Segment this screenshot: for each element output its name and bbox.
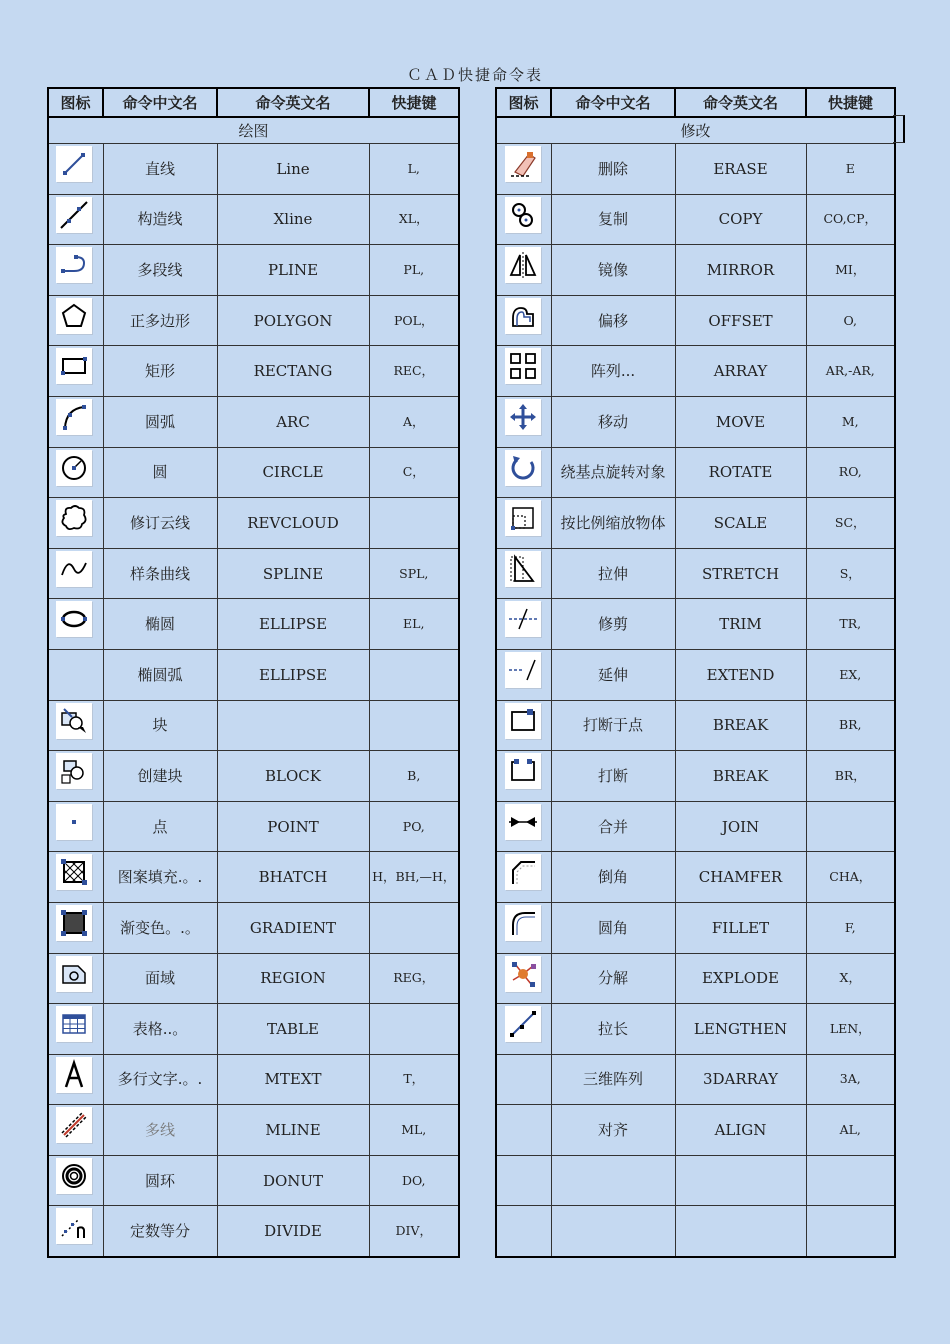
- icon-cell: [496, 396, 551, 447]
- icon-cell: [496, 498, 551, 549]
- icon-cell: [496, 245, 551, 296]
- arc-icon: [56, 399, 92, 435]
- command-chinese-name: 倒角: [551, 852, 675, 903]
- icon-cell: [48, 1206, 103, 1257]
- command-english-name: [675, 1206, 806, 1257]
- table-row: [496, 1155, 895, 1206]
- command-shortcut: S，: [806, 548, 895, 599]
- icon-cell: [496, 751, 551, 802]
- command-english-name: REGION: [217, 953, 369, 1004]
- table-row: [48, 801, 459, 852]
- mirror-icon: [505, 247, 541, 283]
- table-row: [496, 396, 895, 447]
- command-shortcut: B,: [369, 751, 459, 802]
- gradient-icon: [56, 905, 92, 941]
- command-shortcut: [369, 1004, 459, 1055]
- icon-cell: [496, 144, 551, 195]
- icon-cell: [48, 700, 103, 751]
- command-shortcut: RO,: [806, 447, 895, 498]
- table-row: [496, 649, 895, 700]
- table-row: [496, 346, 895, 397]
- fillet-icon: [505, 905, 541, 941]
- command-shortcut: AL,: [806, 1105, 895, 1156]
- table-row: [496, 194, 895, 245]
- command-english-name: EXPLODE: [675, 953, 806, 1004]
- command-english-name: EXTEND: [675, 649, 806, 700]
- ellipse-icon: [56, 601, 92, 637]
- command-english-name: PLINE: [217, 245, 369, 296]
- table-row: [48, 1155, 459, 1206]
- xline-icon: [56, 197, 92, 233]
- polygon-icon: [56, 298, 92, 334]
- command-chinese-name: 多段线: [103, 245, 217, 296]
- icon-cell: [48, 548, 103, 599]
- table-row: [48, 1004, 459, 1055]
- icon-cell: [496, 447, 551, 498]
- header-english-name: 命令英文名: [675, 88, 806, 117]
- command-english-name: CHAMFER: [675, 852, 806, 903]
- table-row: [48, 1105, 459, 1156]
- table-row: [496, 245, 895, 296]
- icon-cell: [48, 295, 103, 346]
- table-row: [48, 751, 459, 802]
- table-row: [48, 700, 459, 751]
- hatch-icon: [56, 854, 92, 890]
- table-row: [496, 902, 895, 953]
- command-chinese-name: 多线: [103, 1105, 217, 1156]
- command-chinese-name: 分解: [551, 953, 675, 1004]
- icon-cell: [48, 1054, 103, 1105]
- command-english-name: BLOCK: [217, 751, 369, 802]
- command-chinese-name: 阵列...: [551, 346, 675, 397]
- command-chinese-name: 图案填充.。.: [103, 852, 217, 903]
- command-shortcut: CO,CP，: [806, 194, 895, 245]
- command-shortcut: [369, 498, 459, 549]
- icon-cell: [48, 801, 103, 852]
- command-chinese-name: 样条曲线: [103, 548, 217, 599]
- command-english-name: ELLIPSE: [217, 599, 369, 650]
- move-icon: [505, 399, 541, 435]
- table-row: [496, 801, 895, 852]
- header-icon: 图标: [48, 88, 103, 117]
- mtext-icon: [56, 1057, 92, 1093]
- command-shortcut: BR，: [806, 751, 895, 802]
- command-shortcut: AR,-AR,: [806, 346, 895, 397]
- command-shortcut: [806, 1206, 895, 1257]
- command-chinese-name: 圆: [103, 447, 217, 498]
- circle-icon: [56, 450, 92, 486]
- command-chinese-name: 三维阵列: [551, 1054, 675, 1105]
- explode-icon: [505, 956, 541, 992]
- command-chinese-name: 定数等分: [103, 1206, 217, 1257]
- icon-cell: [48, 144, 103, 195]
- command-chinese-name: 拉伸: [551, 548, 675, 599]
- command-english-name: DONUT: [217, 1155, 369, 1206]
- command-chinese-name: 修剪: [551, 599, 675, 650]
- make-block-icon: [56, 753, 92, 789]
- command-shortcut: LEN，: [806, 1004, 895, 1055]
- command-shortcut: E: [806, 144, 895, 195]
- table-row: [48, 295, 459, 346]
- table-row: [496, 1004, 895, 1055]
- command-shortcut: SPL,: [369, 548, 459, 599]
- region-icon: [56, 956, 92, 992]
- command-shortcut: [369, 700, 459, 751]
- command-english-name: [217, 700, 369, 751]
- icon-cell: [48, 1105, 103, 1156]
- icon-cell: [496, 852, 551, 903]
- copy-icon: [505, 197, 541, 233]
- table-row: [48, 953, 459, 1004]
- command-chinese-name: 拉长: [551, 1004, 675, 1055]
- command-english-name: Line: [217, 144, 369, 195]
- table-row: [48, 852, 459, 903]
- icon-cell: [496, 801, 551, 852]
- table-row: [48, 902, 459, 953]
- command-english-name: STRETCH: [675, 548, 806, 599]
- offset-icon: [505, 298, 541, 334]
- command-english-name: 3DARRAY: [675, 1054, 806, 1105]
- icon-cell: [496, 649, 551, 700]
- command-shortcut: A，: [369, 396, 459, 447]
- icon-cell: [48, 902, 103, 953]
- table-row: [48, 548, 459, 599]
- table-row: [496, 700, 895, 751]
- table-row: [48, 245, 459, 296]
- command-shortcut: EX,: [806, 649, 895, 700]
- header-shortcut: 快捷键: [369, 88, 459, 117]
- command-english-name: MIRROR: [675, 245, 806, 296]
- break-at-point-icon: [505, 703, 541, 739]
- command-chinese-name: 绕基点旋转对象: [551, 447, 675, 498]
- table-row: [48, 447, 459, 498]
- command-shortcut: M,: [806, 396, 895, 447]
- command-shortcut: DIV，: [369, 1206, 459, 1257]
- icon-cell: [496, 1105, 551, 1156]
- draw-commands-table: [47, 87, 460, 1258]
- command-chinese-name: 圆弧: [103, 396, 217, 447]
- command-shortcut: TR,: [806, 599, 895, 650]
- command-shortcut: REC，: [369, 346, 459, 397]
- table-row: [48, 194, 459, 245]
- command-shortcut: POL，: [369, 295, 459, 346]
- command-chinese-name: 渐变色。.。: [103, 902, 217, 953]
- icon-cell: [48, 852, 103, 903]
- command-chinese-name: 正多边形: [103, 295, 217, 346]
- table-row: [48, 599, 459, 650]
- command-english-name: [675, 1155, 806, 1206]
- command-english-name: ARC: [217, 396, 369, 447]
- command-shortcut: T，: [369, 1054, 459, 1105]
- icon-cell: [48, 1004, 103, 1055]
- command-shortcut: 3A,: [806, 1054, 895, 1105]
- icon-cell: [496, 700, 551, 751]
- pline-icon: [56, 247, 92, 283]
- command-chinese-name: 镜像: [551, 245, 675, 296]
- command-english-name: ROTATE: [675, 447, 806, 498]
- command-chinese-name: 打断于点: [551, 700, 675, 751]
- icon-cell: [48, 447, 103, 498]
- table-row: [48, 396, 459, 447]
- command-chinese-name: [551, 1155, 675, 1206]
- command-english-name: BHATCH: [217, 852, 369, 903]
- command-shortcut: MI，: [806, 245, 895, 296]
- command-chinese-name: 删除: [551, 144, 675, 195]
- icon-cell: [496, 599, 551, 650]
- command-shortcut: [806, 801, 895, 852]
- icon-cell: [496, 953, 551, 1004]
- command-chinese-name: 圆角: [551, 902, 675, 953]
- icon-cell: [496, 346, 551, 397]
- command-shortcut: H，BH,—H，: [369, 852, 459, 903]
- icon-cell: [496, 194, 551, 245]
- command-english-name: ERASE: [675, 144, 806, 195]
- icon-cell: [496, 548, 551, 599]
- rotate-icon: [505, 450, 541, 486]
- command-shortcut: BR,: [806, 700, 895, 751]
- command-chinese-name: 按比例缩放物体: [551, 498, 675, 549]
- command-english-name: ELLIPSE: [217, 649, 369, 700]
- command-english-name: COPY: [675, 194, 806, 245]
- table-row: [48, 144, 459, 195]
- table-row: [496, 852, 895, 903]
- command-chinese-name: 修订云线: [103, 498, 217, 549]
- header-chinese-name: 命令中文名: [103, 88, 217, 117]
- icon-cell: [496, 1054, 551, 1105]
- command-shortcut: PL,: [369, 245, 459, 296]
- table-row: [496, 751, 895, 802]
- command-chinese-name: 构造线: [103, 194, 217, 245]
- table-row: [48, 649, 459, 700]
- command-chinese-name: 偏移: [551, 295, 675, 346]
- command-chinese-name: 椭圆弧: [103, 649, 217, 700]
- join-icon: [505, 804, 541, 840]
- command-chinese-name: 表格..。: [103, 1004, 217, 1055]
- table-row: [48, 346, 459, 397]
- command-chinese-name: 块: [103, 700, 217, 751]
- section-header-overhang: [893, 115, 905, 143]
- command-shortcut: [806, 1155, 895, 1206]
- icon-cell: [48, 751, 103, 802]
- command-english-name: ALIGN: [675, 1105, 806, 1156]
- stretch-icon: [505, 551, 541, 587]
- donut-icon: [56, 1158, 92, 1194]
- command-shortcut: F,: [806, 902, 895, 953]
- command-shortcut: [369, 902, 459, 953]
- icon-cell: [48, 649, 103, 700]
- command-chinese-name: 点: [103, 801, 217, 852]
- command-shortcut: XL，: [369, 194, 459, 245]
- trim-icon: [505, 601, 541, 637]
- icon-cell: [48, 953, 103, 1004]
- command-english-name: POLYGON: [217, 295, 369, 346]
- command-english-name: MLINE: [217, 1105, 369, 1156]
- command-chinese-name: 对齐: [551, 1105, 675, 1156]
- mline-icon: [56, 1107, 92, 1143]
- command-shortcut: SC，: [806, 498, 895, 549]
- icon-cell: [48, 498, 103, 549]
- command-shortcut: L,: [369, 144, 459, 195]
- icon-cell: [496, 1155, 551, 1206]
- icon-cell: [496, 902, 551, 953]
- table-row: [496, 599, 895, 650]
- command-english-name: ARRAY: [675, 346, 806, 397]
- command-shortcut: REG，: [369, 953, 459, 1004]
- command-english-name: LENGTHEN: [675, 1004, 806, 1055]
- command-shortcut: DO,: [369, 1155, 459, 1206]
- chamfer-icon: [505, 854, 541, 890]
- command-chinese-name: 延伸: [551, 649, 675, 700]
- command-chinese-name: 多行文字.。.: [103, 1054, 217, 1105]
- header-icon: 图标: [496, 88, 551, 117]
- point-icon: [56, 804, 92, 840]
- command-english-name: SCALE: [675, 498, 806, 549]
- table-row: [496, 1206, 895, 1257]
- table-row: [496, 295, 895, 346]
- command-english-name: TRIM: [675, 599, 806, 650]
- command-shortcut: X，: [806, 953, 895, 1004]
- command-english-name: SPLINE: [217, 548, 369, 599]
- table-row: [496, 498, 895, 549]
- insert-block-icon: [56, 703, 92, 739]
- command-english-name: MTEXT: [217, 1054, 369, 1105]
- table-row: [48, 1206, 459, 1257]
- table-row: [48, 498, 459, 549]
- extend-icon: [505, 652, 541, 688]
- icon-cell: [48, 396, 103, 447]
- command-chinese-name: 复制: [551, 194, 675, 245]
- icon-cell: [496, 295, 551, 346]
- command-english-name: TABLE: [217, 1004, 369, 1055]
- table-row: [48, 1054, 459, 1105]
- command-chinese-name: 圆环: [103, 1155, 217, 1206]
- modify-commands-table: [495, 87, 896, 1258]
- command-english-name: RECTANG: [217, 346, 369, 397]
- icon-cell: [48, 346, 103, 397]
- command-english-name: JOIN: [675, 801, 806, 852]
- icon-cell: [496, 1004, 551, 1055]
- icon-cell: [496, 1206, 551, 1257]
- command-english-name: GRADIENT: [217, 902, 369, 953]
- spline-icon: [56, 551, 92, 587]
- table-row: [496, 1105, 895, 1156]
- table-row: [496, 1054, 895, 1105]
- command-shortcut: PO,: [369, 801, 459, 852]
- section-draw: 绘图: [48, 117, 459, 144]
- command-chinese-name: 直线: [103, 144, 217, 195]
- break-icon: [505, 753, 541, 789]
- command-chinese-name: [551, 1206, 675, 1257]
- lengthen-icon: [505, 1006, 541, 1042]
- section-modify: 修改: [496, 117, 895, 144]
- icon-cell: [48, 245, 103, 296]
- command-english-name: POINT: [217, 801, 369, 852]
- command-chinese-name: 椭圆: [103, 599, 217, 650]
- icon-cell: [48, 1155, 103, 1206]
- command-chinese-name: 面域: [103, 953, 217, 1004]
- command-english-name: DIVIDE: [217, 1206, 369, 1257]
- header-chinese-name: 命令中文名: [551, 88, 675, 117]
- command-english-name: MOVE: [675, 396, 806, 447]
- header-english-name: 命令英文名: [217, 88, 369, 117]
- command-chinese-name: 打断: [551, 751, 675, 802]
- command-chinese-name: 合并: [551, 801, 675, 852]
- command-english-name: FILLET: [675, 902, 806, 953]
- divide-icon: [56, 1208, 92, 1244]
- command-shortcut: CHA，: [806, 852, 895, 903]
- command-english-name: Xline: [217, 194, 369, 245]
- line-icon: [56, 146, 92, 182]
- command-shortcut: [369, 649, 459, 700]
- table-row: [496, 447, 895, 498]
- table-row: [496, 144, 895, 195]
- revcloud-icon: [56, 500, 92, 536]
- scale-icon: [505, 500, 541, 536]
- table-icon: [56, 1006, 92, 1042]
- rectangle-icon: [56, 348, 92, 384]
- command-shortcut: C，: [369, 447, 459, 498]
- icon-cell: [48, 599, 103, 650]
- table-row: [496, 953, 895, 1004]
- page-title: ＣＡＤ快捷命令表: [406, 66, 543, 84]
- command-chinese-name: 矩形: [103, 346, 217, 397]
- command-shortcut: O,: [806, 295, 895, 346]
- array-icon: [505, 348, 541, 384]
- header-shortcut: 快捷键: [806, 88, 895, 117]
- erase-icon: [505, 146, 541, 182]
- icon-cell: [48, 194, 103, 245]
- command-chinese-name: 移动: [551, 396, 675, 447]
- command-english-name: BREAK: [675, 700, 806, 751]
- command-shortcut: ML,: [369, 1105, 459, 1156]
- command-english-name: CIRCLE: [217, 447, 369, 498]
- command-shortcut: EL,: [369, 599, 459, 650]
- command-chinese-name: 创建块: [103, 751, 217, 802]
- command-english-name: OFFSET: [675, 295, 806, 346]
- command-english-name: REVCLOUD: [217, 498, 369, 549]
- table-row: [496, 548, 895, 599]
- command-english-name: BREAK: [675, 751, 806, 802]
